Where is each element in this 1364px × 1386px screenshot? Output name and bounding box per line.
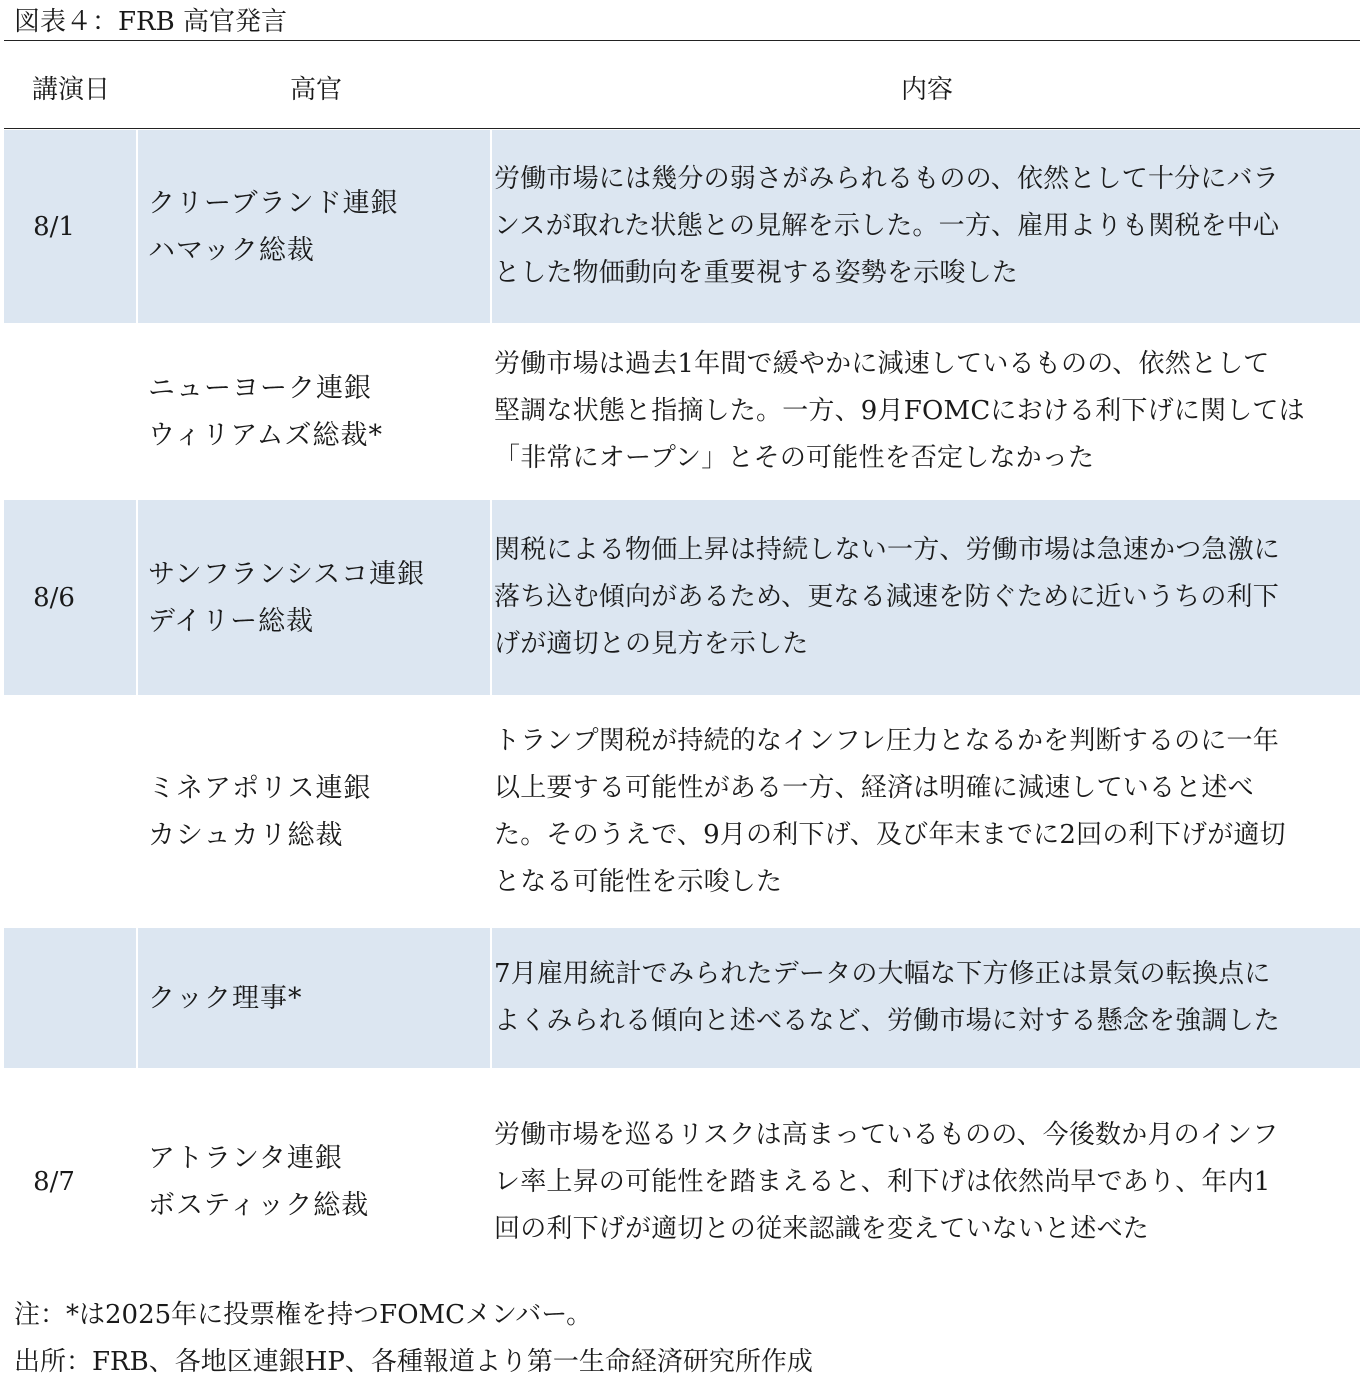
content-line: 「非常にオープン」とその可能性を否定しなかった xyxy=(494,443,1095,473)
row-date xyxy=(4,323,104,500)
content-line: 7月雇用統計でみられたデータの大幅な下方修正は景気の転換点に xyxy=(494,959,1271,989)
row-official xyxy=(148,500,488,695)
row-official xyxy=(148,130,488,323)
official-line: クリーブランド連銀 xyxy=(148,187,399,219)
content-line: となる可能性を示唆した xyxy=(494,866,783,897)
row-official xyxy=(148,695,488,928)
table-row xyxy=(4,323,1360,500)
source-text: 出所：FRB、各地区連銀HP、各種報道より第一生命経済研究所作成 xyxy=(14,1347,813,1377)
content-line: 回の利下げが適切との従来認識を変えていないと述べた xyxy=(494,1213,1150,1244)
content-line: 労働市場は過去1年間で緩やかに減速しているものの、依然として xyxy=(494,349,1270,379)
figure-title: 図表４：FRB 高官発言 xyxy=(14,7,287,37)
table-row xyxy=(4,500,1360,695)
official-line: カシュカリ総裁 xyxy=(148,819,344,851)
row-content xyxy=(494,928,1344,1068)
official-line: ウィリアムズ総裁* xyxy=(148,419,383,451)
row-official xyxy=(148,928,488,1068)
content-line: 労働市場には幾分の弱さがみられるものの、依然として十分にバラ xyxy=(494,164,1279,194)
table-row xyxy=(4,928,1360,1068)
row-content xyxy=(494,130,1344,323)
row-date: 8/6 xyxy=(33,582,75,613)
row-official xyxy=(148,323,488,500)
content-line: 労働市場を巡るリスクは高まっているものの、今後数か月のインフ xyxy=(494,1119,1279,1150)
content-line: よくみられる傾向と述べるなど、労働市場に対する懸念を強調した xyxy=(494,1006,1281,1036)
row-content xyxy=(494,695,1344,928)
content-line: げが適切との見方を示した xyxy=(494,629,809,659)
official-line: サンフランシスコ連銀 xyxy=(148,558,426,590)
table-row xyxy=(4,1068,1360,1296)
header-date: 講演日 xyxy=(31,75,110,105)
content-line: た。そのうえで、9月の利下げ、及び年末までに2回の利下げが適切 xyxy=(494,819,1286,850)
content-line: 関税による物価上昇は持続しない一方、労働市場は急速かつ急激に xyxy=(494,535,1281,565)
row-content xyxy=(494,1068,1344,1296)
header-content: 内容 xyxy=(900,75,953,105)
table-row xyxy=(4,130,1360,323)
content-line: ンスが取れた状態との見解を示した。一方、雇用よりも関税を中心 xyxy=(494,211,1280,241)
content-line: 以上要する可能性がある一方、経済は明確に減速していると述べ xyxy=(494,772,1254,803)
note-text: 注：*は2025年に投票権を持つFOMCメンバー。 xyxy=(14,1300,593,1330)
content-line: とした物価動向を重要視する姿勢を示唆した xyxy=(494,258,1019,288)
content-line: トランプ関税が持続的なインフレ圧力となるかを判断するのに一年 xyxy=(494,725,1279,756)
official-line: クック理事* xyxy=(148,982,303,1014)
row-date: 8/7 xyxy=(33,1167,75,1197)
row-date: 8/1 xyxy=(33,211,75,242)
content-line: 落ち込む傾向があるため、更なる減速を防ぐために近いうちの利下 xyxy=(494,582,1279,612)
header-rule xyxy=(4,128,1360,129)
header-official: 高官 xyxy=(289,75,342,105)
official-line: デイリー総裁 xyxy=(148,605,315,637)
row-content xyxy=(494,323,1344,500)
row-official xyxy=(148,1068,488,1296)
official-line: ボスティック総裁 xyxy=(148,1190,370,1221)
row-date xyxy=(4,928,104,1068)
row-date xyxy=(4,695,104,928)
official-line: アトランタ連銀 xyxy=(148,1143,343,1174)
footnotes xyxy=(14,1292,813,1386)
content-line: レ率上昇の可能性を踏まえると、利下げは依然尚早であり、年内1 xyxy=(494,1166,1271,1197)
content-line: 堅調な状態と指摘した。一方、9月FOMCにおける利下げに関しては xyxy=(494,396,1305,426)
official-line: ミネアポリス連銀 xyxy=(148,772,372,804)
row-content xyxy=(494,500,1344,695)
official-line: ニューヨーク連銀 xyxy=(148,372,372,404)
official-line: ハマック総裁 xyxy=(148,234,315,266)
top-rule xyxy=(4,40,1360,41)
table-row xyxy=(4,695,1360,928)
table-header xyxy=(4,42,1360,128)
table-body xyxy=(4,130,1360,1296)
